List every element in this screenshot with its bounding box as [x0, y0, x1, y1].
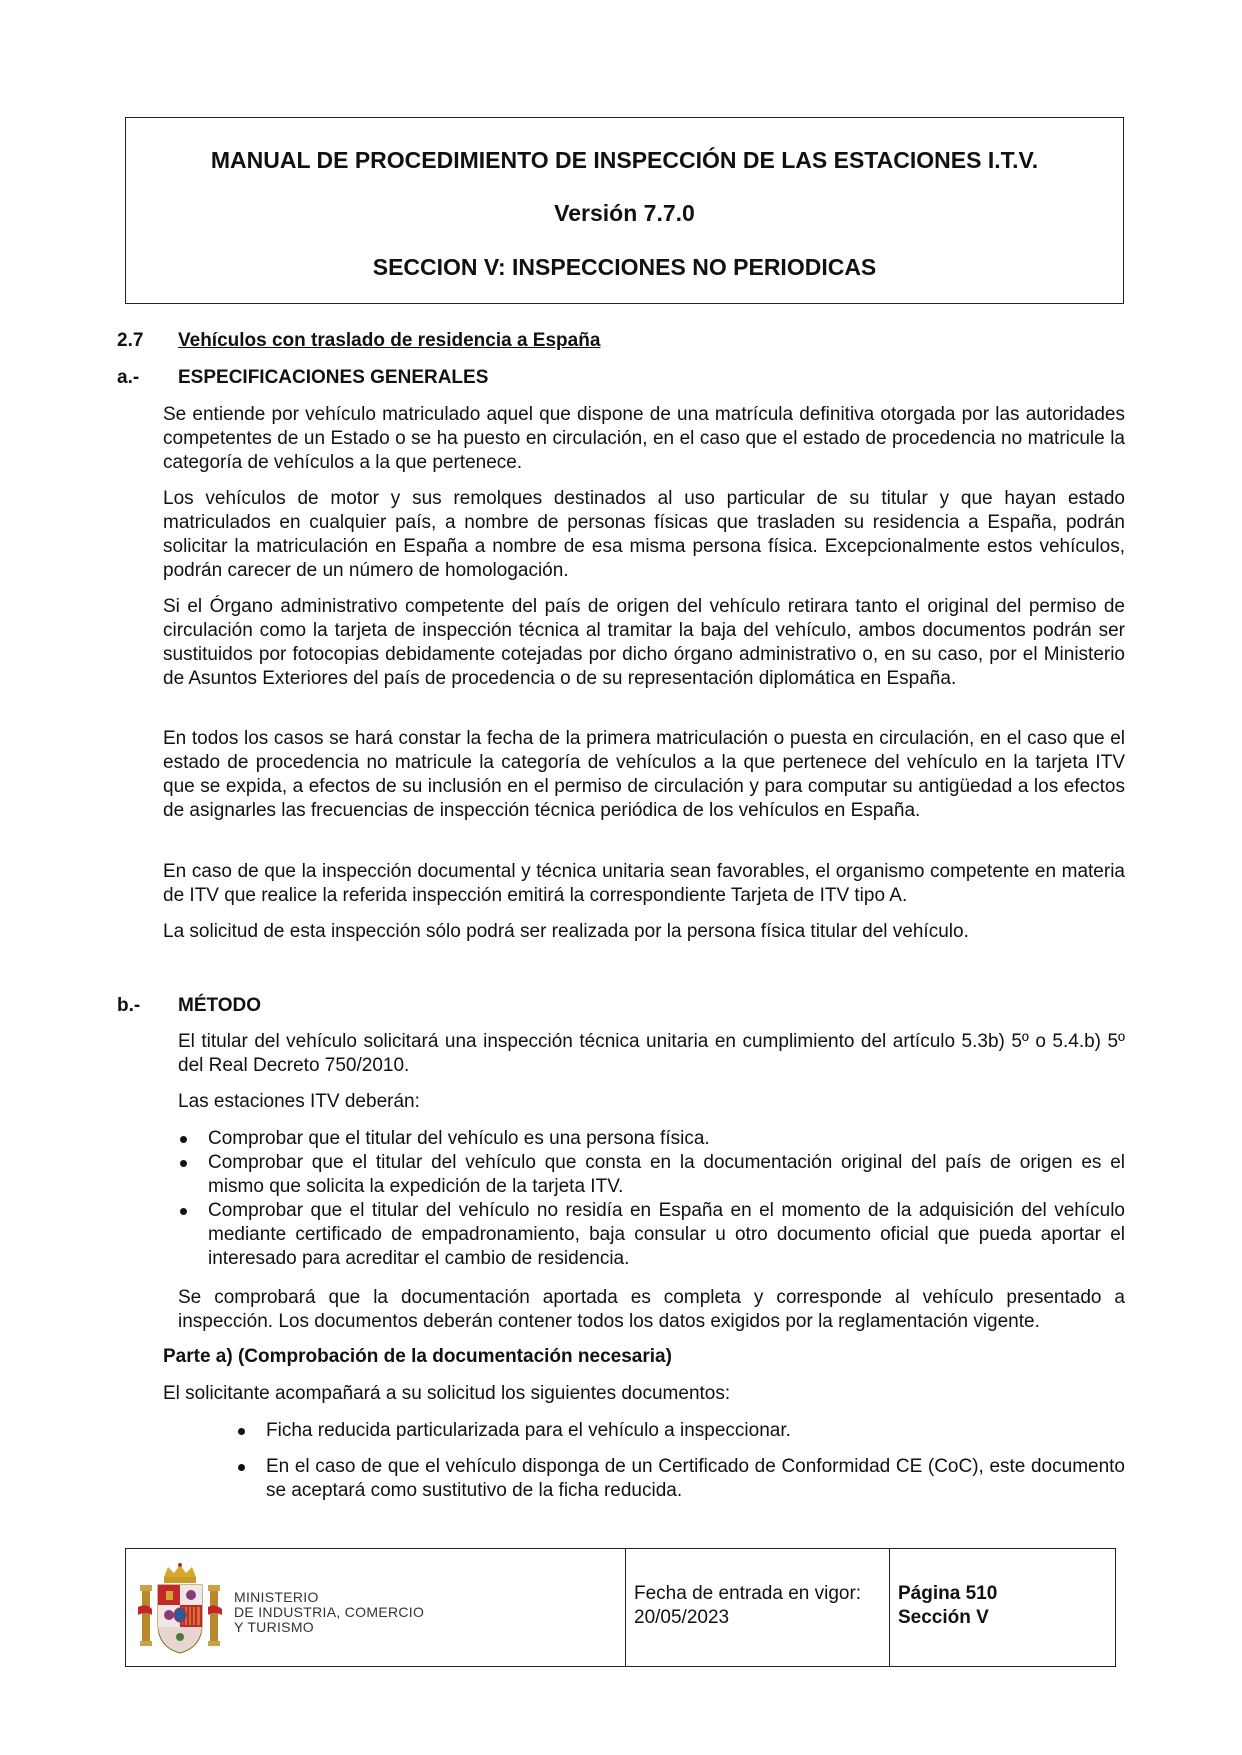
paragraph-a2: Los vehículos de motor y sus remolques destinados al uso particular de su titular y que hayan estado matriculados en cualquier país, a nombre de personas físicas que trasladen su residencia a España, podrán solicitar la matriculación en España a nombre de esa misma persona física. Excepcionalmente estos vehículos, podrán carecer de un número de homologación. [163, 488, 1125, 581]
footer-divider [889, 1549, 890, 1666]
part-b-label: b.- [117, 995, 141, 1016]
effective-date-value: 20/05/2023 [634, 1607, 730, 1628]
paragraph-a3: Si el Órgano administrativo competente del país de origen del vehículo retirara tanto el original del permiso de circulación como la tarjeta de inspección técnica al tramitar la baja del vehículo, ambos documentos podrán ser sustituidos por fotocopias debidamente cotejadas por dicho órgano administrativo o, en su caso, por el Ministerio de Asuntos Exteriores del país de procedencia o de su representación diplomática en España. [163, 596, 1125, 689]
paragraph-a5: En caso de que la inspección documental y técnica unitaria sean favorables, el organismo competente en materia de ITV que realice la referida inspección emitirá la correspondiente Tarjeta de ITV tipo A. [163, 861, 1125, 906]
part-b-title: MÉTODO [178, 995, 262, 1016]
page-info-cell [898, 1582, 997, 1630]
stations-checklist [208, 1127, 1125, 1271]
section-heading: Vehículos con traslado de residencia a España [178, 330, 601, 351]
header-box [125, 117, 1124, 304]
section-title: SECCION V: INSPECCIONES NO PERIODICAS [372, 254, 877, 280]
stations-lead: Las estaciones ITV deberán: [178, 1091, 420, 1112]
spain-coat-of-arms-icon [138, 1563, 222, 1655]
list-item: Comprobar que el titular del vehículo que consta en la documentación original del país de origen es el mismo que solicita la expedición de la tarjeta ITV. [208, 1151, 1125, 1199]
bullet-icon [180, 1136, 187, 1143]
page-number: Página 510 [898, 1583, 998, 1604]
paragraph-a6: La solicitud de esta inspección sólo podrá ser realizada por la persona física titular del vehículo. [163, 921, 969, 942]
list-item: Comprobar que el titular del vehículo es una persona física. [208, 1127, 1125, 1151]
footer-box [125, 1548, 1116, 1667]
paragraph-a1: Se entiende por vehículo matriculado aquel que dispone de una matrícula definitiva otorgada por las autoridades competentes de un Estado o se ha puesto en circulación, en el caso que el estado de procedencia no matricule la categoría de vehículos a la que pertenece. [163, 404, 1125, 473]
paragraph-a4: En todos los casos se hará constar la fecha de la primera matriculación o puesta en circulación, en el caso que el estado de procedencia no matricule la categoría de vehículos a la que pertenece del vehículo en la tarjeta ITV que se expida, a efectos de su inclusión en el permiso de circulación y para computar su antigüedad a los efectos de asignarles las frecuencias de inspección técnica periódica de los vehículos en España. [163, 728, 1125, 821]
bullet-icon [180, 1160, 187, 1167]
list-item: En el caso de que el vehículo disponga de un Certificado de Conformidad CE (CoC), este documento se aceptará como sustitutivo de la ficha reducida. [266, 1455, 1125, 1503]
footer-divider [625, 1549, 626, 1666]
ministry-name: MINISTERIO DE INDUSTRIA, COMERCIO Y TURISMO [234, 1589, 425, 1635]
required-documents-list [266, 1419, 1125, 1503]
section-indicator: Sección V [898, 1607, 989, 1628]
bullet-icon [238, 1464, 245, 1471]
list-item: Ficha reducida particularizada para el vehículo a inspeccionar. [266, 1419, 1125, 1443]
effective-date-cell [634, 1582, 861, 1630]
effective-date-label: Fecha de entrada en vigor: [634, 1583, 862, 1604]
subpart-a-lead: El solicitante acompañará a su solicitud los siguientes documentos: [163, 1383, 731, 1404]
part-a-title: ESPECIFICACIONES GENERALES [178, 367, 489, 388]
paragraph-b-check: Se comprobará que la documentación aportada es completa y corresponde al vehículo presentado a inspección. Los documentos deberán contener todos los datos exigidos por la reglamentación vigente. [178, 1287, 1125, 1332]
part-a-label: a.- [117, 367, 140, 388]
version-label: Versión 7.7.0 [554, 200, 695, 226]
bullet-icon [238, 1428, 245, 1435]
list-item: Comprobar que el titular del vehículo no residía en España en el momento de la adquisición del vehículo mediante certificado de empadronamiento, baja consular u otro documento oficial que pueda aportar el interesado para acreditar el cambio de residencia. [208, 1199, 1125, 1271]
paragraph-b-intro: El titular del vehículo solicitará una inspección técnica unitaria en cumplimiento del artículo 5.3b) 5º o 5.4.b) 5º del Real Decreto 750/2010. [178, 1031, 1125, 1076]
bullet-icon [180, 1208, 187, 1215]
section-number: 2.7 [117, 330, 144, 351]
subpart-a-title: Parte a) (Comprobación de la documentación necesaria) [163, 1346, 672, 1367]
manual-title: MANUAL DE PROCEDIMIENTO DE INSPECCIÓN DE LAS ESTACIONES I.T.V. [210, 147, 1039, 173]
